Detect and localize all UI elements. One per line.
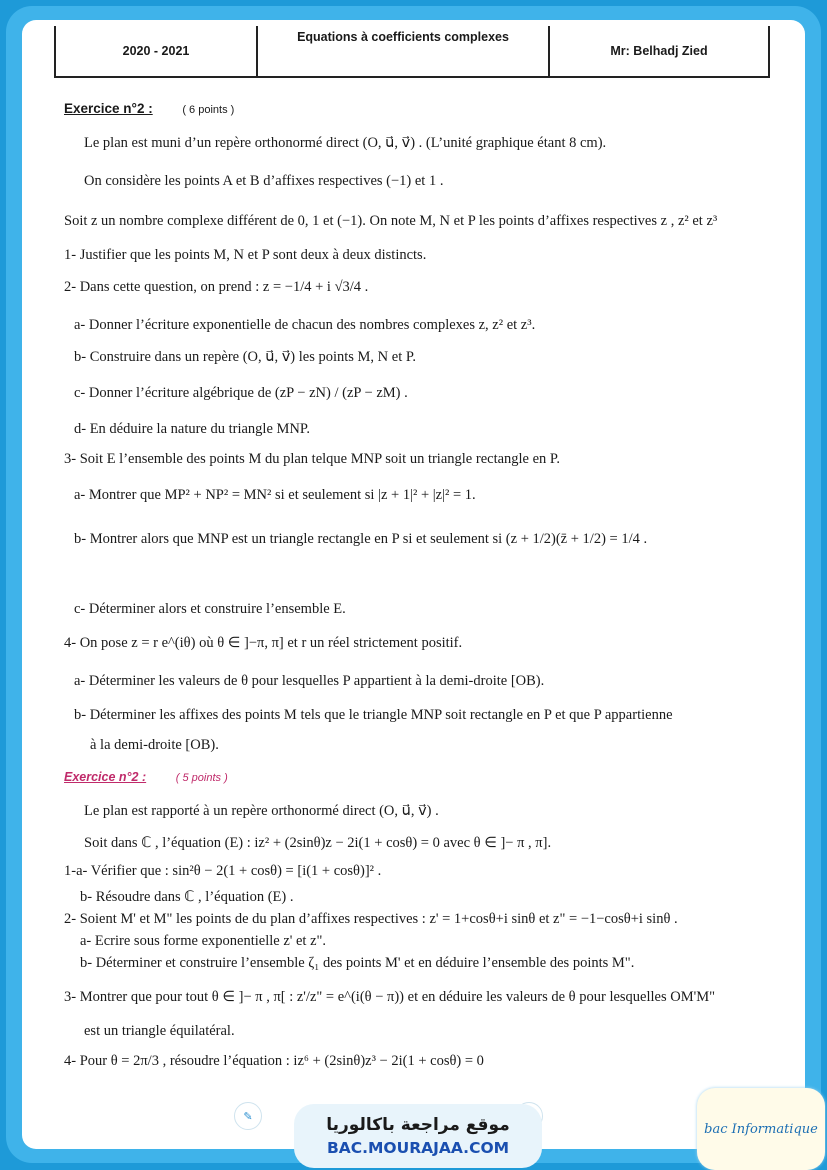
footer-url-link[interactable]: BAC.MOURAJAA.COM [326,1139,510,1157]
ex2-question-1b: b- Résoudre dans ℂ , l’équation (E) . [80,889,294,905]
ex1-question-4b: b- Déterminer les affixes des points M tels que le triangle MNP soit rectangle en P et que P appartienne [74,707,673,723]
bac-informatique-badge: bac Informatique [697,1088,825,1170]
exercise-2-title: Exercice n°2 : [64,770,147,784]
ex2-line-1: Le plan est rapporté à un repère orthonormé direct (O, u⃗, v⃗) . [84,803,439,819]
exercise-2-heading [64,768,228,787]
ex1-question-4a: a- Déterminer les valeurs de θ pour lesquelles P appartient à la demi-droite [OB). [74,673,545,689]
ex1-question-2c: c- Donner l’écriture algébrique de (zP − zN) / (zP − zM) . [74,385,408,401]
header-year: 2020 - 2021 [56,26,258,76]
ex1-question-2d: d- En déduire la nature du triangle MNP. [74,421,310,437]
ex1-question-4b-cont: à la demi-droite [OB). [90,737,219,753]
footer-logo-left-icon: ✎ [234,1102,262,1130]
header-teacher: Mr: Belhadj Zied [610,44,708,58]
header-table [54,26,770,78]
ex2-question-2b: b- Déterminer et construire l’ensemble ζ₁ des points M' et en déduire l’ensemble des points M". [80,955,635,971]
footer-arabic-title: موقع مراجعة باكالوريا [326,1115,510,1135]
ex1-question-2: 2- Dans cette question, on prend : z = −1/4 + i √3/4 . [64,279,369,295]
ex1-question-3a: a- Montrer que MP² + NP² = MN² si et seulement si |z + 1|² + |z|² = 1. [74,487,476,503]
ex1-question-4: 4- On pose z = r e^(iθ) où θ ∈ ]−π, π] et r un réel strictement positif. [64,635,463,651]
exercise-1-heading [64,100,234,119]
ex2-question-3-cont: est un triangle équilatéral. [84,1023,235,1039]
ex1-question-3: 3- Soit E l’ensemble des points M du plan telque MNP soit un triangle rectangle en P. [64,451,561,467]
ex1-question-1: 1- Justifier que les points M, N et P sont deux à deux distincts. [64,247,427,263]
ex2-question-3: 3- Montrer que pour tout θ ∈ ]− π , π[ : z'/z" = e^(i(θ − π)) et en déduire les valeurs de θ pour lesquelles OM'M" [64,989,716,1005]
ex1-line-1: Le plan est muni d’un repère orthonormé direct (O, u⃗, v⃗) . (L’unité graphique étant 8 cm). [84,135,607,151]
ex1-question-3c: c- Déterminer alors et construire l’ensemble E. [74,601,346,617]
header-title: Equations à coefficients complexes [258,26,550,76]
ex2-question-1a: 1-a- Vérifier que : sin²θ − 2(1 + cosθ) = [i(1 + cosθ)]² . [64,863,382,879]
ex1-question-2a: a- Donner l’écriture exponentielle de chacun des nombres complexes z, z² et z³. [74,317,536,333]
ex1-question-2b: b- Construire dans un repère (O, u⃗, v⃗) les points M, N et P. [74,349,416,365]
ex1-line-2: On considère les points A et B d’affixes respectives (−1) et 1 . [84,173,444,189]
ex1-line-3: Soit z un nombre complexe différent de 0, 1 et (−1). On note M, N et P les points d’affixes respectives z , z² et z³ [64,213,718,229]
footer-banner[interactable] [294,1104,542,1168]
ex2-question-2a: a- Ecrire sous forme exponentielle z' et z". [80,933,327,949]
exercise-1-points: ( 6 points ) [182,104,235,116]
ex2-line-2: Soit dans ℂ , l’équation (E) : iz² + (2sinθ)z − 2i(1 + cosθ) = 0 avec θ ∈ ]− π , π]. [84,835,552,851]
document-page [22,20,818,1157]
ex2-question-2: 2- Soient M' et M" les points de du plan d’affixes respectives : z' = 1+cosθ+i sinθ et z" = −1−cosθ+i sinθ . [64,911,678,927]
ex1-question-3b: b- Montrer alors que MNP est un triangle rectangle en P si et seulement si (z + 1/2)(z̄ + 1/2) = 1/4 . [74,531,648,547]
exercise-2-points: ( 5 points ) [175,772,228,784]
ex2-question-4: 4- Pour θ = 2π/3 , résoudre l’équation : iz⁶ + (2sinθ)z³ − 2i(1 + cosθ) = 0 [64,1053,484,1069]
exercise-1-title: Exercice n°2 : [64,101,153,116]
